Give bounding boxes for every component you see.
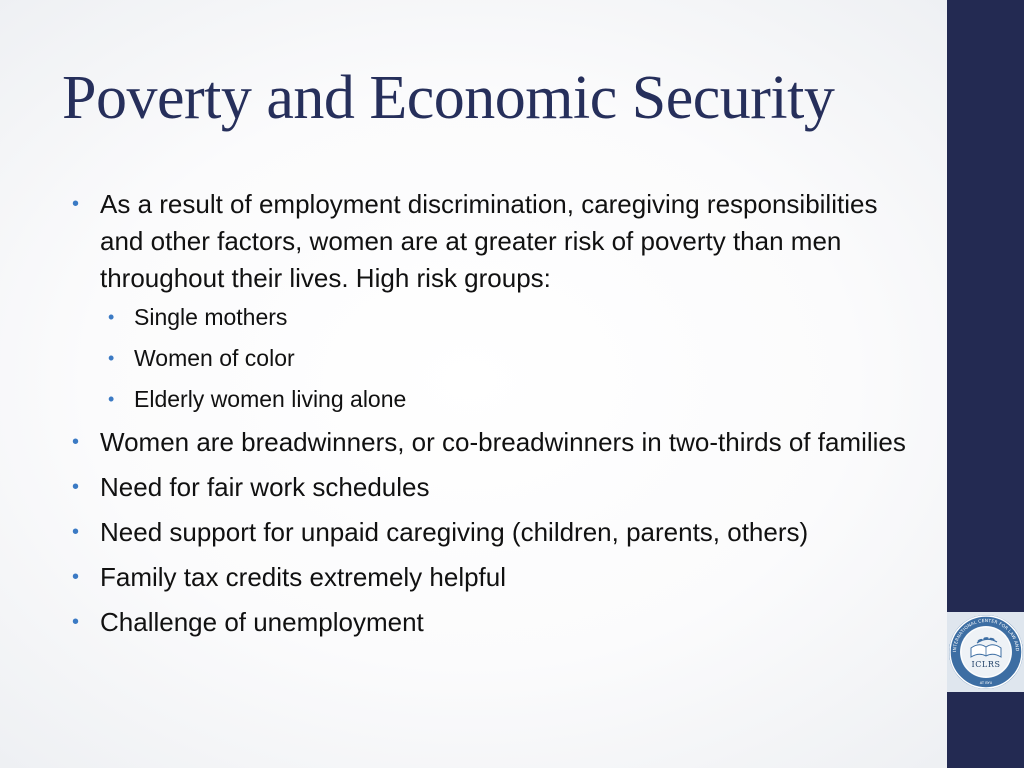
bullet-icon: • [72, 521, 80, 543]
sub-bullet-icon: • [108, 389, 115, 409]
bullet-icon: • [72, 193, 80, 215]
seal-ring-text: INTERNATIONAL CENTER FOR LAW AND [952, 618, 1020, 653]
bullet-icon: • [72, 611, 80, 633]
bullet-icon: • [72, 431, 80, 453]
bullet-item [72, 604, 912, 641]
bullet-text: Women are breadwinners, or co-breadwinners in two-thirds of families [100, 427, 906, 457]
bullet-text: Challenge of unemployment [100, 607, 424, 637]
bullet-item [72, 559, 912, 596]
bullet-item [72, 514, 912, 551]
slide-title: Poverty and Economic Security [62, 64, 835, 132]
sub-bullet-text: Elderly women living alone [134, 386, 407, 412]
sub-bullet-list [100, 301, 912, 415]
bullet-item [72, 186, 912, 415]
bullet-item [72, 424, 912, 461]
sub-bullet-item [100, 383, 912, 415]
bullet-icon: • [72, 476, 80, 498]
bullet-text: Need support for unpaid caregiving (children, parents, others) [100, 517, 809, 547]
bullet-text: Family tax credits extremely helpful [100, 562, 507, 592]
bullet-icon: • [72, 566, 80, 588]
sub-bullet-text: Single mothers [134, 304, 288, 330]
sub-bullet-icon: • [108, 348, 115, 368]
bullet-text: As a result of employment discrimination, caregiving responsibilities and other factors, women are at greater risk of poverty than men throughout their lives. High risk groups: [100, 189, 878, 293]
sub-bullet-icon: • [108, 307, 115, 327]
bullet-list [72, 186, 912, 649]
bullet-text: Need for fair work schedules [100, 472, 430, 502]
sub-bullet-item [100, 342, 912, 374]
seal-label: ICLRS [971, 660, 1001, 669]
sub-bullet-item [100, 301, 912, 333]
iclrs-seal-icon [947, 612, 1024, 692]
sub-bullet-text: Women of color [134, 345, 295, 371]
seal-sub-label: AT BYU [979, 681, 993, 685]
bullet-item [72, 469, 912, 506]
